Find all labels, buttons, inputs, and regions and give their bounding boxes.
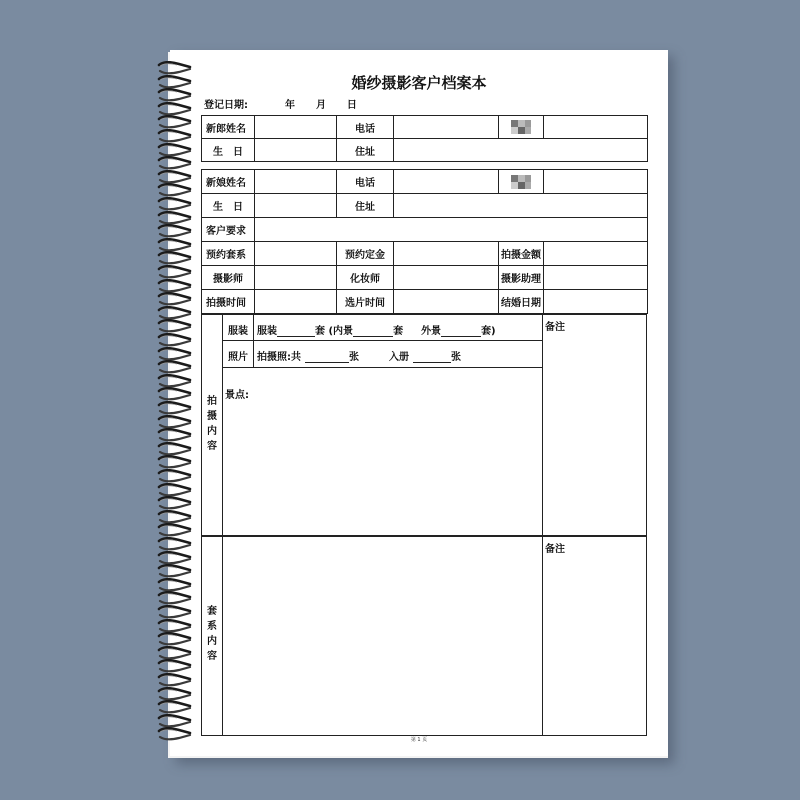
scene-label: 景点: <box>225 390 249 401</box>
spiral-ring <box>157 427 193 441</box>
bride-table <box>201 169 648 314</box>
photo-album-field[interactable] <box>413 352 451 363</box>
spiral-ring <box>157 182 193 196</box>
spiral-ring <box>157 155 193 169</box>
register-date-label: 登记日期: <box>204 100 248 111</box>
spiral-ring <box>157 550 193 564</box>
divider <box>222 367 542 368</box>
deposit-label: 预约定金 <box>337 242 394 266</box>
groom-name-label: 新郎姓名 <box>202 116 255 139</box>
groom-table <box>201 115 648 162</box>
groom-phone-label: 电话 <box>337 116 394 139</box>
wedding-date-field[interactable] <box>544 290 648 314</box>
spiral-ring <box>157 373 193 387</box>
register-year-label: 年 <box>284 100 295 111</box>
bride-address-label: 住址 <box>337 194 394 218</box>
select-time-label: 选片时间 <box>337 290 394 314</box>
redacted-mosaic-icon <box>511 175 531 189</box>
spiral-ring <box>157 699 193 713</box>
shoot-remark-label: 备注 <box>545 322 565 333</box>
register-month-label: 月 <box>315 100 326 111</box>
spiral-ring <box>157 577 193 591</box>
photographer-label: 摄影师 <box>202 266 255 290</box>
groom-address-field[interactable] <box>394 139 648 162</box>
spiral-ring <box>157 509 193 523</box>
page-number: 第 1 页 <box>410 737 428 743</box>
spiral-ring <box>157 250 193 264</box>
groom-name-field[interactable] <box>255 116 337 139</box>
shoot-time-field[interactable] <box>255 290 337 314</box>
form-title: 婚纱摄影客户档案本 <box>351 74 487 92</box>
makeup-label: 化妆师 <box>337 266 394 290</box>
shoot-amount-field[interactable] <box>544 242 648 266</box>
select-time-field[interactable] <box>394 290 499 314</box>
spiral-ring <box>157 291 193 305</box>
shoot-content-side-label: 拍 摄 内 容 <box>207 396 217 452</box>
bride-address-field[interactable] <box>394 194 648 218</box>
spiral-ring <box>157 128 193 142</box>
register-date-row <box>204 96 357 111</box>
wedding-date-label: 结婚日期 <box>499 290 544 314</box>
divider <box>222 314 223 536</box>
requirement-field[interactable] <box>255 218 648 242</box>
requirement-label: 客户要求 <box>202 218 255 242</box>
divider <box>542 314 543 536</box>
photo-line: 拍摄照:共 张 入册 张 <box>257 352 461 363</box>
spiral-ring <box>157 495 193 509</box>
assistant-label: 摄影助理 <box>499 266 544 290</box>
spiral-ring <box>157 441 193 455</box>
spiral-ring <box>157 631 193 645</box>
spiral-ring <box>157 196 193 210</box>
bride-birthday-field[interactable] <box>255 194 337 218</box>
spiral-ring <box>157 686 193 700</box>
deposit-field[interactable] <box>394 242 499 266</box>
bride-phone-field[interactable] <box>394 170 499 194</box>
package-label: 预约套系 <box>202 242 255 266</box>
spiral-ring <box>157 672 193 686</box>
spiral-ring <box>157 318 193 332</box>
photo-total-field[interactable] <box>305 352 349 363</box>
spiral-ring <box>157 536 193 550</box>
register-day-label: 日 <box>346 100 357 111</box>
divider <box>222 536 223 736</box>
package-field[interactable] <box>255 242 337 266</box>
spiral-ring <box>157 454 193 468</box>
spiral-ring <box>157 386 193 400</box>
makeup-field[interactable] <box>394 266 499 290</box>
assistant-field[interactable] <box>544 266 648 290</box>
photo-label: 照片 <box>228 352 248 363</box>
costume-indoor-field[interactable] <box>353 326 393 337</box>
package-remark-label: 备注 <box>545 544 565 555</box>
bride-redacted-cell <box>499 170 544 194</box>
spiral-ring <box>157 713 193 727</box>
groom-address-label: 住址 <box>337 139 394 162</box>
spiral-ring <box>157 522 193 536</box>
spiral-ring <box>157 359 193 373</box>
spiral-ring <box>157 563 193 577</box>
spiral-ring <box>157 305 193 319</box>
spiral-ring <box>157 210 193 224</box>
spiral-ring <box>157 278 193 292</box>
divider <box>542 536 543 736</box>
shoot-time-label: 拍摄时间 <box>202 290 255 314</box>
groom-redacted-cell <box>499 116 544 139</box>
spiral-ring <box>157 590 193 604</box>
spiral-ring <box>157 169 193 183</box>
bride-phone-label: 电话 <box>337 170 394 194</box>
groom-extra-field[interactable] <box>544 116 648 139</box>
costume-line: 服装 套 (内景 套 外景 套) <box>257 326 496 337</box>
spiral-ring <box>157 618 193 632</box>
spiral-ring <box>157 604 193 618</box>
divider <box>253 314 254 367</box>
divider <box>222 340 542 341</box>
groom-phone-field[interactable] <box>394 116 499 139</box>
spiral-ring <box>157 346 193 360</box>
spiral-ring <box>157 142 193 156</box>
package-content-section <box>201 536 647 736</box>
redacted-mosaic-icon <box>511 120 531 134</box>
bride-extra-field[interactable] <box>544 170 648 194</box>
costume-total-field[interactable] <box>277 326 315 337</box>
bride-name-label: 新娘姓名 <box>202 170 255 194</box>
spiral-ring <box>157 645 193 659</box>
spiral-ring <box>157 223 193 237</box>
shoot-amount-label: 拍摄金额 <box>499 242 544 266</box>
spiral-ring <box>157 414 193 428</box>
spiral-ring <box>157 114 193 128</box>
costume-outdoor-field[interactable] <box>441 326 481 337</box>
bride-birthday-label: 生 日 <box>202 194 255 218</box>
groom-birthday-field[interactable] <box>255 139 337 162</box>
spiral-ring <box>157 101 193 115</box>
photographer-field[interactable] <box>255 266 337 290</box>
spiral-ring <box>157 332 193 346</box>
groom-birthday-label: 生 日 <box>202 139 255 162</box>
spiral-ring <box>157 468 193 482</box>
spiral-ring <box>157 237 193 251</box>
spiral-ring <box>157 482 193 496</box>
bride-name-field[interactable] <box>255 170 337 194</box>
costume-label: 服装 <box>228 326 248 337</box>
package-content-side-label: 套 系 内 容 <box>207 606 217 662</box>
spiral-ring <box>157 658 193 672</box>
spiral-ring <box>157 264 193 278</box>
spiral-ring <box>157 400 193 414</box>
spiral-binding <box>157 60 193 750</box>
